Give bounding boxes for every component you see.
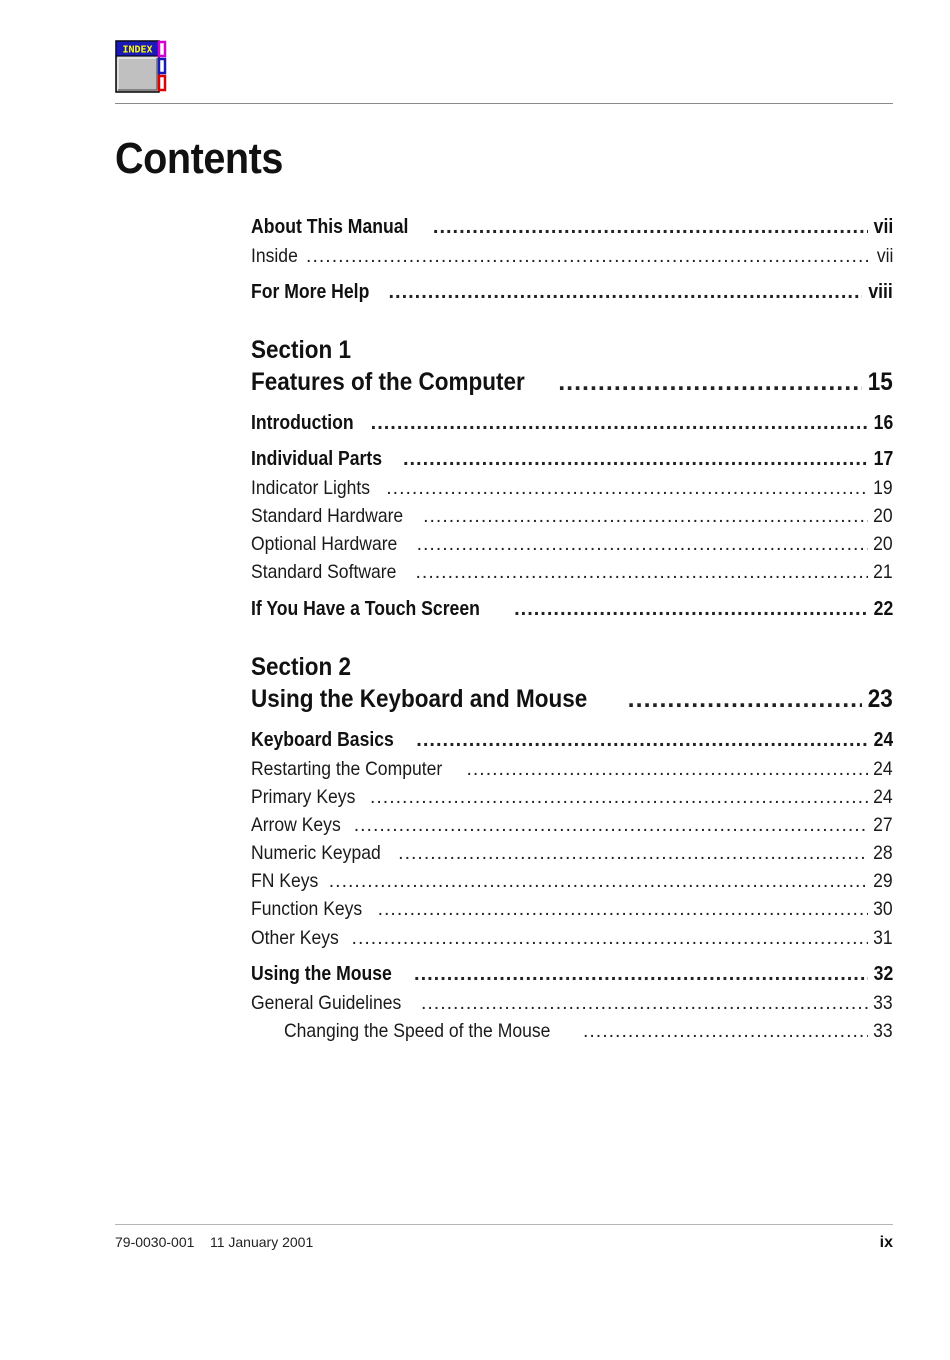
toc-entry-label: For More Help (251, 281, 370, 303)
toc-entry-page: 27 (873, 814, 893, 836)
toc-entry-page: 31 (873, 927, 893, 949)
toc-entry-numeric-keypad[interactable] (251, 842, 893, 865)
dot-leader (416, 561, 869, 584)
toc-entry-page: 28 (873, 842, 893, 864)
toc-entry-about-this-manual[interactable] (251, 216, 893, 239)
toc-entry-label: About This Manual (251, 216, 409, 238)
dot-leader (403, 448, 868, 471)
toc-entry-page: 33 (873, 1020, 893, 1042)
toc-entry-optional-hardware[interactable] (251, 533, 893, 556)
toc-entry-label: Standard Hardware (251, 505, 404, 527)
toc-entry-page: 33 (873, 992, 893, 1014)
section-2-number: Section 2 (251, 653, 352, 681)
dot-leader (414, 963, 868, 986)
toc-entry-label: Standard Software (251, 561, 397, 583)
toc-entry-inside[interactable] (251, 245, 893, 268)
toc-entry-label: Restarting the Computer (251, 758, 443, 780)
dot-leader (628, 685, 863, 714)
page-title: Contents (115, 134, 283, 183)
section-title-label: Features of the Computer (251, 368, 525, 396)
toc-entry-page: 17 (873, 448, 893, 470)
toc-entry-label: If You Have a Touch Screen (251, 598, 480, 620)
dot-leader (583, 1020, 868, 1043)
header-rule (115, 103, 893, 104)
toc-entry-label: Other Keys (251, 927, 339, 949)
dot-leader (416, 729, 867, 752)
dot-leader (371, 412, 868, 435)
toc-entry-general-guidelines[interactable] (251, 992, 893, 1015)
section-page: 15 (867, 368, 893, 396)
toc-entry-page: 24 (873, 786, 893, 808)
toc-entry-label: Optional Hardware (251, 533, 398, 555)
dot-leader (421, 992, 868, 1015)
toc-entry-page: 32 (873, 963, 893, 985)
svg-text:INDEX: INDEX (122, 44, 153, 56)
toc-entry-page: 21 (873, 561, 893, 583)
toc-entry-standard-software[interactable] (251, 561, 893, 584)
toc-entry-page: 22 (873, 598, 893, 620)
toc-entry-label: Arrow Keys (251, 814, 341, 836)
dot-leader (398, 842, 868, 865)
toc-entry-primary-keys[interactable] (251, 786, 893, 809)
toc-section-1-title[interactable] (251, 368, 893, 397)
toc-entry-page: vii (876, 245, 893, 267)
toc-entry-label: Function Keys (251, 898, 363, 920)
toc-entry-page: 24 (873, 729, 893, 751)
dot-leader (306, 245, 872, 268)
dot-leader (466, 758, 868, 781)
toc-section-2-title[interactable] (251, 685, 893, 714)
toc-entry-page: 16 (873, 412, 893, 434)
toc-entry-arrow-keys[interactable] (251, 814, 893, 837)
toc-entry-introduction[interactable] (251, 412, 893, 435)
toc-entry-fn-keys[interactable] (251, 870, 893, 893)
toc-entry-page: 29 (873, 870, 893, 892)
footer-date: 11 January 2001 (209, 1234, 314, 1250)
dot-leader (329, 870, 869, 893)
footer-page-number: ix (879, 1234, 893, 1251)
toc-entry-individual-parts[interactable] (251, 448, 893, 471)
footer-rule (115, 1224, 893, 1225)
toc-entry-page: 20 (873, 533, 893, 555)
toc-entry-label: Indicator Lights (251, 477, 371, 499)
toc-entry-label: Numeric Keypad (251, 842, 381, 864)
toc-entry-page: 30 (873, 898, 893, 920)
toc-entry-indicator-lights[interactable] (251, 477, 893, 500)
toc-entry-standard-hardware[interactable] (251, 505, 893, 528)
dot-leader (417, 533, 869, 556)
section-title-label: Using the Keyboard and Mouse (251, 685, 588, 713)
dot-leader (386, 477, 868, 500)
index-book-icon (115, 40, 167, 93)
toc-entry-label: Individual Parts (251, 448, 383, 470)
footer-doc-number: 79-0030-001 (115, 1234, 195, 1250)
toc-entry-using-the-mouse[interactable] (251, 963, 893, 986)
section-page: 23 (867, 685, 893, 713)
dot-leader (378, 898, 869, 921)
toc-entry-keyboard-basics[interactable] (251, 729, 893, 752)
dot-leader (433, 216, 868, 239)
toc-entry-label: Inside (251, 245, 298, 267)
toc-entry-label: FN Keys (251, 870, 319, 892)
toc-entry-page: 19 (873, 477, 893, 499)
dot-leader (388, 281, 862, 304)
toc-entry-function-keys[interactable] (251, 898, 893, 921)
toc-entry-page: 20 (873, 505, 893, 527)
dot-leader (352, 927, 869, 950)
toc-entry-page: vii (873, 216, 893, 238)
dot-leader (354, 814, 869, 837)
toc-entry-label: Changing the Speed of the Mouse (284, 1020, 551, 1042)
dot-leader (370, 786, 868, 809)
toc-entry-label: Keyboard Basics (251, 729, 394, 751)
footer-doc-info (115, 1234, 313, 1250)
toc-entry-label: Primary Keys (251, 786, 356, 808)
toc-entry-label: Introduction (251, 412, 354, 434)
dot-leader (423, 505, 868, 528)
toc-entry-changing-mouse-speed[interactable] (284, 1020, 893, 1043)
toc-entry-for-more-help[interactable] (251, 281, 893, 304)
dot-leader (514, 598, 868, 621)
dot-leader (558, 368, 862, 397)
toc-entry-page: viii (868, 281, 893, 303)
toc-entry-label: General Guidelines (251, 992, 402, 1014)
toc-entry-restarting-the-computer[interactable] (251, 758, 893, 781)
section-1-number: Section 1 (251, 336, 352, 364)
toc-entry-touch-screen[interactable] (251, 598, 893, 621)
toc-entry-other-keys[interactable] (251, 927, 893, 950)
toc-entry-page: 24 (873, 758, 893, 780)
toc-entry-label: Using the Mouse (251, 963, 392, 985)
